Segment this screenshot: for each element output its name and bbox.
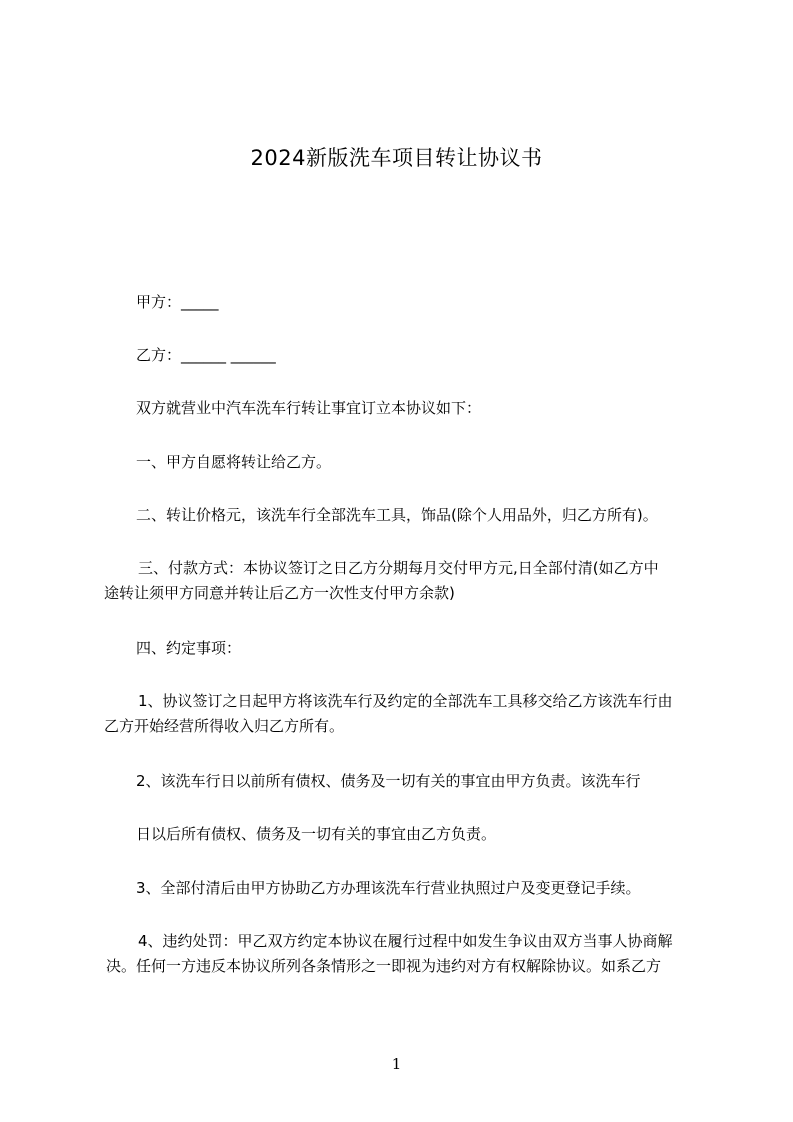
clause-2: 二、转让价格元，该洗车行全部洗车工具，饰品(除个人用品外，归乙方所有)。: [136, 506, 658, 524]
clause-3-line-2: 途转让须甲方同意并转让后乙方一次性支付甲方余款): [104, 584, 455, 602]
party-a-line: 甲方：_____: [136, 293, 219, 311]
intro-paragraph: 双方就营业中汽车洗车行转让事宜订立本协议如下：: [136, 399, 482, 417]
party-b-line: 乙方：______ ______: [136, 346, 276, 364]
item-3: 3、全部付清后由甲方协助乙方办理该洗车行营业执照过户及变更登记手续。: [136, 879, 641, 897]
item-1-line-1: 1、协议签订之日起甲方将该洗车行及约定的全部洗车工具移交给乙方该洗车行由: [138, 692, 673, 710]
clause-3: [104, 556, 704, 606]
item-1-line-2: 乙方开始经营所得收入归乙方所有。: [104, 717, 345, 735]
item-4-line-1: 4、违约处罚：甲乙双方约定本协议在履行过程中如发生争议由双方当事人协商解: [138, 932, 673, 950]
item-2-line-2: 日以后所有债权、债务及一切有关的事宜由乙方负责。: [136, 825, 497, 843]
document-title: 2024新版洗车项目转让协议书: [250, 146, 543, 170]
page-number: 1: [391, 1055, 402, 1073]
item-2-line-1: 2、该洗车行日以前所有债权、债务及一切有关的事宜由甲方负责。该洗车行: [136, 772, 641, 790]
clause-4-heading: 四、约定事项：: [136, 639, 242, 657]
item-1: [104, 689, 704, 739]
item-4: [104, 929, 704, 979]
clause-3-line-1: 三、付款方式：本协议签订之日乙方分期每月交付甲方元,日全部付清(如乙方中: [138, 559, 659, 577]
clause-1: 一、甲方自愿将转让给乙方。: [136, 453, 332, 471]
item-4-line-2: 决。任何一方违反本协议所列各条情形之一即视为违约对方有权解除协议。如系乙方: [106, 957, 662, 975]
